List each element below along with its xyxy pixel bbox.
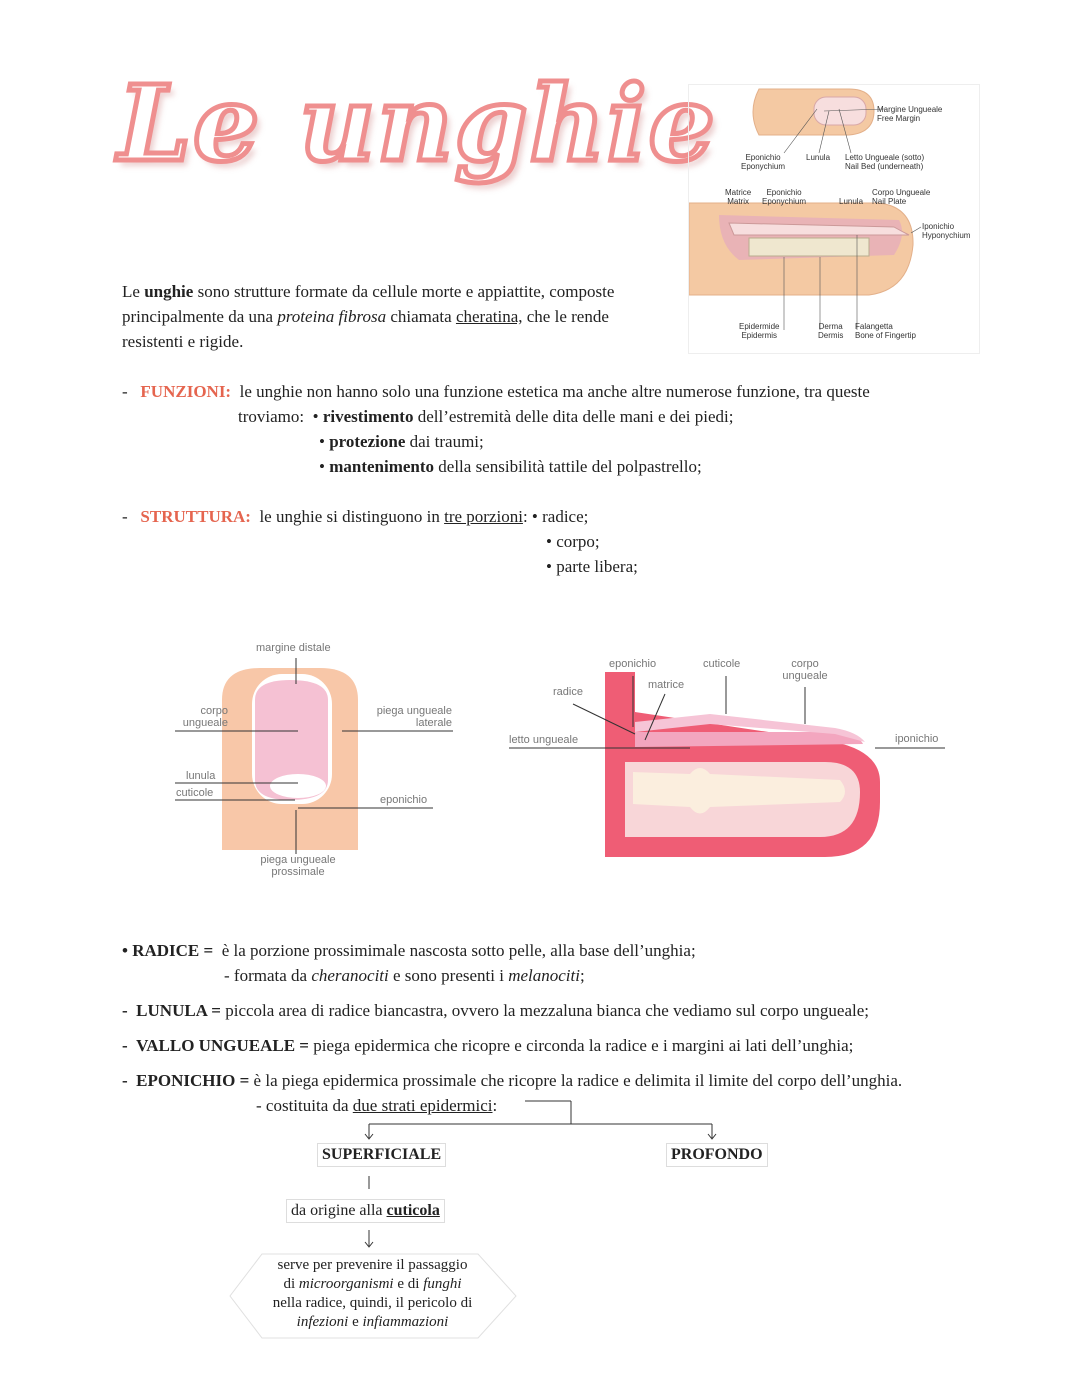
funzioni-section: - FUNZIONI: le unghie non hanno solo una funzione estetica ma anche altre numerose funzione, tra queste troviamo: • rivestimento dell’estremità delle dita delle mani e dei piedi; • protezione dai traumi; • mantenimento della sensibilità tattile del polpastrello;	[122, 382, 870, 476]
bullet-text: parte libera;	[556, 557, 638, 576]
label-text: Dermis	[818, 331, 844, 340]
label-text: Matrice	[725, 188, 752, 197]
label-text: Derma	[818, 322, 843, 331]
text: troviamo:	[238, 407, 305, 426]
dash: -	[122, 382, 141, 401]
label-text: Eponychium	[741, 162, 786, 171]
label-margine-distale: margine distale	[256, 642, 331, 654]
text: :	[492, 1096, 498, 1115]
label-text: Hyponychium	[922, 231, 971, 240]
keyword: tre porzioni	[444, 507, 523, 526]
label-text: Nail Bed (underneath)	[845, 162, 924, 171]
bullet-keyword: protezione	[329, 432, 406, 451]
bullet-text: radice;	[542, 507, 589, 526]
keyword: proteina fibrosa	[277, 307, 387, 326]
label-lunula-2: Lunula	[839, 197, 864, 206]
label-text: prossimale	[271, 866, 325, 878]
label-matrice: matrice	[648, 679, 685, 691]
text: ;	[579, 966, 585, 985]
label-lunula: lunula	[186, 770, 216, 782]
keyword: due strati epidermici	[352, 1096, 493, 1115]
keyword: microorganismi	[298, 1276, 394, 1292]
def-label: RADICE =	[132, 941, 214, 960]
text: le unghie si distinguono in	[259, 507, 445, 526]
text: - costituita da	[256, 1096, 353, 1115]
label-text: Eponichio	[766, 188, 802, 197]
section-label: FUNZIONI:	[140, 382, 232, 401]
section-label: STRUTTURA:	[140, 507, 251, 526]
keyword: infiammazioni	[362, 1314, 449, 1330]
box-serve	[250, 1256, 495, 1332]
def-label: VALLO UNGUEALE =	[136, 1036, 309, 1055]
text: resistenti e rigide.	[122, 332, 244, 351]
keyword: infezioni	[296, 1314, 349, 1330]
text: e	[348, 1314, 363, 1330]
dash: -	[122, 507, 141, 526]
box-origine	[286, 1199, 445, 1223]
page-title: Le unghie	[118, 62, 717, 185]
keyword: unghie	[144, 282, 194, 301]
label-text: laterale	[415, 717, 452, 729]
label-text: Matrix	[727, 197, 749, 206]
text: serve per prevenire il passaggio	[277, 1257, 468, 1273]
def-eponichio: - EPONICHIO = è la piega epidermica prossimale che ricopre la radice e delimita il limite del corpo dell’unghia.	[122, 1071, 903, 1090]
label-text: piega ungueale	[260, 854, 336, 866]
text: sono strutture formate da cellule morte e appiattite, composte	[193, 282, 615, 301]
label-text: Free Margin	[877, 114, 921, 123]
box-superficiale: SUPERFICIALE	[317, 1143, 446, 1167]
def-lunula: - LUNULA = piccola area di radice biancastra, ovvero la mezzaluna bianca che vediamo sul corpo ungueale;	[122, 1001, 870, 1020]
label-text: corpo	[200, 705, 228, 717]
bullet-text: dell’estremità delle dita delle mani e dei piedi;	[413, 407, 734, 426]
text: :	[522, 507, 528, 526]
label-text: Corpo Ungueale	[872, 188, 931, 197]
def-radice: • RADICE = è la porzione prossimimale nascosta sotto pelle, alla base dell’unghia;	[122, 941, 696, 960]
text: chiamata	[386, 307, 456, 326]
text: che le rende	[522, 307, 609, 326]
box-profondo: PROFONDO	[666, 1143, 768, 1167]
keyword: melanociti	[508, 966, 580, 985]
label-text: Margine Ungueale	[877, 105, 943, 114]
def-text: piccola area di radice biancastra, ovvero la mezzaluna bianca che vediamo sul corpo ungueale;	[225, 1001, 870, 1020]
label-letto-ungueale: letto ungueale	[509, 734, 579, 746]
bullet-keyword: rivestimento	[322, 407, 414, 426]
def-label: LUNULA =	[136, 1001, 221, 1020]
bullet-text: dai traumi;	[405, 432, 484, 451]
label-lunula-1: Lunula	[806, 153, 831, 162]
label-text: corpo	[791, 658, 819, 670]
struttura-section: - STRUTTURA: le unghie si distinguono in tre porzioni: • radice; • corpo; • parte libera;	[122, 507, 638, 576]
keyword: cuticola	[386, 1202, 440, 1219]
label-radice: radice	[553, 686, 583, 698]
label-iponichio: iponichio	[895, 733, 939, 745]
label-eponichio: eponichio	[380, 794, 428, 806]
label-text: Letto Ungueale (sotto)	[845, 153, 925, 162]
label-text: piega ungueale	[376, 705, 452, 717]
def-text: è la piega epidermica prossimale che ricopre la radice e delimita il limite del corpo dell’unghia.	[253, 1071, 903, 1090]
keyword: cheratina,	[455, 307, 523, 326]
label-eponichio: eponichio	[609, 658, 657, 670]
text: e di	[393, 1276, 424, 1292]
text: e sono presenti i	[388, 966, 509, 985]
text: di	[283, 1276, 299, 1292]
bullet-keyword: mantenimento	[329, 457, 435, 476]
label-text: Epidermis	[741, 331, 778, 340]
label-text: Eponichio	[745, 153, 781, 162]
label-text: ungueale	[782, 670, 828, 682]
bullet-text: della sensibilità tattile del polpastrello;	[434, 457, 702, 476]
text: Le	[122, 282, 145, 301]
label-text: ungueale	[182, 717, 228, 729]
keyword: cheranociti	[311, 966, 389, 985]
def-text: è la porzione prossimimale nascosta sotto pelle, alla base dell’unghia;	[221, 941, 696, 960]
label-text: Epidermide	[739, 322, 780, 331]
label-cuticole: cuticole	[703, 658, 741, 670]
label-cuticole: cuticole	[176, 787, 214, 799]
label-text: Nail Plate	[872, 197, 907, 206]
bullet-text: corpo;	[556, 532, 600, 551]
label-text: Iponichio	[922, 222, 955, 231]
label-text: Falangetta	[855, 322, 893, 331]
def-label: EPONICHIO =	[136, 1071, 250, 1090]
def-vallo: - VALLO UNGUEALE = piega epidermica che ricopre e circonda la radice e i margini ai lati dell’unghia;	[122, 1036, 854, 1055]
keyword: funghi	[423, 1276, 462, 1292]
text: - formata da	[224, 966, 312, 985]
text: da origine alla	[291, 1202, 387, 1219]
def-text: piega epidermica che ricopre e circonda la radice e i margini ai lati dell’unghia;	[313, 1036, 854, 1055]
label-text: Eponychium	[762, 197, 807, 206]
label-text: Bone of Fingertip	[855, 331, 916, 340]
text: nella radice, quindi, il pericolo di	[272, 1295, 473, 1311]
text: principalmente da una	[122, 307, 278, 326]
text: le unghie non hanno solo una funzione estetica ma anche altre numerose funzione, tra queste	[239, 382, 870, 401]
